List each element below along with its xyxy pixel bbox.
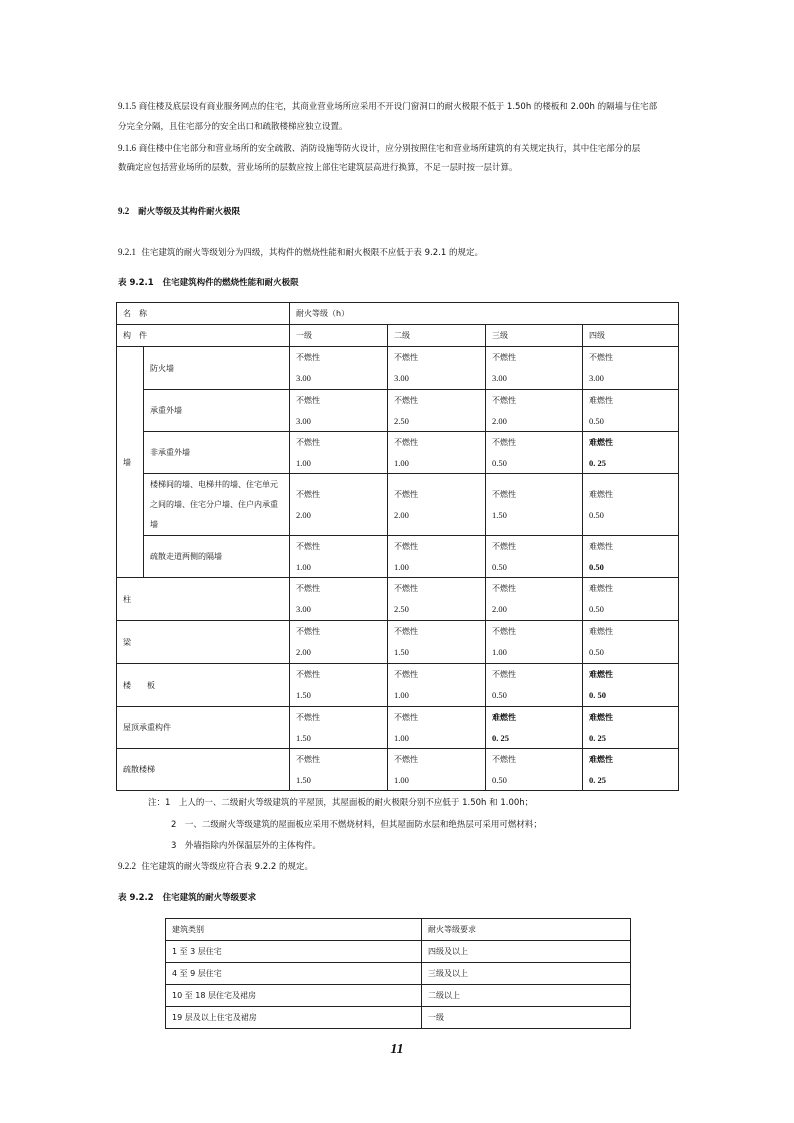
cell-material: 不燃性 bbox=[589, 353, 613, 362]
row-label: 楼 板 bbox=[117, 664, 290, 707]
table-subheader-row bbox=[117, 325, 679, 347]
grade-requirement: 四级及以上 bbox=[422, 941, 631, 963]
grade-3: 三级 bbox=[486, 325, 583, 347]
row-label: 疏散楼梯 bbox=[117, 749, 290, 791]
table-header-row bbox=[117, 303, 679, 325]
cell-hours: 3.00 bbox=[296, 604, 311, 614]
building-type: 10 至 18 层住宅及裙房 bbox=[166, 985, 422, 1007]
cell-material: 不燃性 bbox=[394, 627, 418, 636]
row-label: 疏散走道两侧的隔墙 bbox=[144, 536, 290, 578]
cell-material: 不燃性 bbox=[394, 670, 418, 679]
cell-hours: 2.00 bbox=[492, 604, 507, 614]
clause-9-1-5-line-1 bbox=[118, 100, 657, 113]
table-number: 表 9.2.1 bbox=[118, 278, 154, 288]
row-label: 防火墙 bbox=[144, 347, 290, 390]
cell-material: 难燃性 bbox=[589, 584, 613, 593]
cell-material: 不燃性 bbox=[492, 670, 516, 679]
cell-material: 难燃性 bbox=[589, 489, 613, 499]
section-title: 耐火等级及其构件耐火极限 bbox=[138, 207, 241, 217]
cell-material: 难燃性 bbox=[589, 670, 613, 679]
cell-material: 难燃性 bbox=[589, 395, 613, 405]
clause-9-1-6-line-1 bbox=[118, 142, 640, 155]
table-title: 住宅建筑的耐火等级要求 bbox=[162, 893, 257, 903]
cell-material: 难燃性 bbox=[589, 627, 613, 636]
fire-resistance-table bbox=[116, 302, 679, 791]
cell-material: 不燃性 bbox=[296, 489, 320, 499]
cell-hours: 0.50 bbox=[492, 561, 507, 572]
cell-hours: 0.50 bbox=[492, 457, 507, 468]
cell-material: 不燃性 bbox=[492, 541, 516, 551]
table-row bbox=[117, 621, 679, 664]
cell-hours: 1.00 bbox=[296, 561, 311, 572]
clause-text: 商住楼及底层设有商业服务网点的住宅，其商业营业场所应采用不开设门窗洞口的耐火极限不低于 1.50h 的楼板和 2.00h 的隔墙与住宅部 bbox=[138, 102, 658, 112]
fire-grade-requirement-table bbox=[165, 918, 631, 1029]
clause-number: 9.2.1 bbox=[118, 247, 136, 257]
cell-hours: 2.50 bbox=[394, 415, 409, 426]
grade-4: 四级 bbox=[583, 325, 679, 347]
note-1: 注：1 上人的一、二级耐火等级建筑的平屋顶，其屋面板的耐火极限分别不应低于 1.50h 和 1.00h； bbox=[148, 798, 534, 808]
cell-material: 不燃性 bbox=[492, 584, 516, 593]
cell-hours: 1.00 bbox=[296, 457, 311, 468]
cell-material: 不燃性 bbox=[296, 395, 320, 405]
cell-hours: 1.00 bbox=[394, 457, 409, 468]
cell-hours: 0. 50 bbox=[589, 690, 606, 700]
cell-material: 不燃性 bbox=[394, 489, 418, 499]
cell-hours: 1.50 bbox=[394, 647, 409, 657]
cell-material: 不燃性 bbox=[296, 353, 320, 362]
cell-material: 难燃性 bbox=[589, 437, 613, 447]
cell-material: 不燃性 bbox=[296, 670, 320, 679]
cell-material: 不燃性 bbox=[492, 395, 516, 405]
name-header: 名 称 bbox=[117, 303, 290, 325]
cell-hours: 0. 25 bbox=[589, 732, 606, 743]
table-row bbox=[117, 347, 679, 390]
cell-material: 难燃性 bbox=[589, 754, 613, 764]
clause-number: 9.2.2 bbox=[118, 861, 136, 871]
row-label: 非承重外墙 bbox=[144, 432, 290, 474]
table-row bbox=[117, 578, 679, 621]
row-label: 楼梯间的墙、电梯井的墙、住宅单元之间的墙、住宅分户墙、住户内承重墙 bbox=[144, 474, 290, 536]
cell-material: 不燃性 bbox=[492, 353, 516, 362]
table-row bbox=[117, 474, 679, 536]
table-row bbox=[117, 432, 679, 474]
note-3: 3 外墙指除内外保温层外的主体构件。 bbox=[171, 841, 321, 851]
table-row bbox=[117, 749, 679, 791]
cell-hours: 0.50 bbox=[589, 509, 604, 520]
grade-1: 一级 bbox=[290, 325, 388, 347]
clause-text: 商住楼中住宅部分和营业场所的安全疏散、消防设施等防火设计，应分别按照住宅和营业场所建筑的有关规定执行，其中住宅部分的层 bbox=[138, 144, 641, 154]
cell-hours: 1.50 bbox=[492, 509, 507, 520]
clause-text: 住宅建筑的耐火等级应符合表 9.2.2 的规定。 bbox=[141, 862, 313, 872]
cell-hours: 1.00 bbox=[394, 561, 409, 572]
header-grade-requirement: 耐火等级要求 bbox=[422, 919, 631, 941]
cell-hours: 1.50 bbox=[296, 774, 311, 785]
cell-hours: 3.00 bbox=[492, 373, 507, 383]
cell-material: 难燃性 bbox=[589, 541, 613, 551]
cell-hours: 2.00 bbox=[296, 509, 311, 520]
cell-hours: 0. 25 bbox=[492, 732, 509, 743]
table-9-2-1-caption bbox=[118, 277, 299, 289]
cell-material: 不燃性 bbox=[296, 437, 320, 447]
row-label: 承重外墙 bbox=[144, 390, 290, 432]
cell-material: 不燃性 bbox=[296, 584, 320, 593]
clause-number: 9.1.5 bbox=[118, 101, 136, 111]
cell-hours: 2.00 bbox=[394, 509, 409, 520]
cell-hours: 0. 25 bbox=[589, 774, 606, 785]
table-title: 住宅建筑构件的燃烧性能和耐火极限 bbox=[162, 278, 299, 288]
cell-hours: 1.00 bbox=[394, 732, 409, 743]
cell-hours: 1.00 bbox=[492, 647, 507, 657]
cell-hours: 0. 25 bbox=[589, 457, 606, 468]
cell-material: 不燃性 bbox=[394, 541, 418, 551]
cell-material: 不燃性 bbox=[296, 712, 320, 722]
cell-material: 难燃性 bbox=[492, 712, 516, 722]
cell-hours: 3.00 bbox=[296, 373, 311, 383]
clause-text: 住宅建筑的耐火等级划分为四级，其构件的燃烧性能和耐火极限不应低于表 9.2.1 的规定。 bbox=[141, 248, 483, 258]
cell-hours: 3.00 bbox=[394, 373, 409, 383]
cell-material: 不燃性 bbox=[394, 712, 418, 722]
cell-material: 不燃性 bbox=[296, 541, 320, 551]
cell-material: 不燃性 bbox=[394, 437, 418, 447]
clause-9-2-1 bbox=[118, 246, 483, 259]
table-number: 表 9.2.2 bbox=[118, 893, 154, 903]
cell-hours: 2.00 bbox=[492, 415, 507, 426]
grade-requirement: 三级及以上 bbox=[422, 963, 631, 985]
table-row bbox=[166, 1007, 631, 1029]
cell-hours: 3.00 bbox=[296, 415, 311, 426]
cell-hours: 0.50 bbox=[589, 561, 604, 572]
wall-group-label: 墙 bbox=[117, 347, 144, 578]
cell-hours: 1.50 bbox=[296, 690, 311, 700]
table-9-2-2-caption bbox=[118, 892, 256, 904]
cell-hours: 0.50 bbox=[492, 690, 507, 700]
grade-requirement: 二级以上 bbox=[422, 985, 631, 1007]
section-heading-9-2 bbox=[118, 205, 240, 218]
cell-material: 不燃性 bbox=[296, 627, 320, 636]
component-header: 构 件 bbox=[117, 325, 290, 347]
table-header-row bbox=[166, 919, 631, 941]
row-label: 屋顶承重构件 bbox=[117, 707, 290, 749]
clause-9-1-6-line-2: 数确定应包括营业场所的层数，营业场所的层数应按上部住宅建筑层高进行换算，不足一层时按一层计算。 bbox=[118, 163, 518, 173]
table-row bbox=[166, 941, 631, 963]
table-row bbox=[117, 707, 679, 749]
cell-hours: 1.50 bbox=[296, 732, 311, 743]
cell-material: 不燃性 bbox=[394, 395, 418, 405]
cell-material: 不燃性 bbox=[492, 627, 516, 636]
cell-material: 不燃性 bbox=[394, 584, 418, 593]
cell-material: 不燃性 bbox=[394, 353, 418, 362]
table-row bbox=[117, 536, 679, 578]
cell-material: 不燃性 bbox=[394, 754, 418, 764]
table-row bbox=[117, 664, 679, 707]
table-row bbox=[166, 985, 631, 1007]
cell-hours: 2.50 bbox=[394, 604, 409, 614]
building-type: 4 至 9 层住宅 bbox=[166, 963, 422, 985]
grade-2: 二级 bbox=[388, 325, 486, 347]
clause-number: 9.1.6 bbox=[118, 143, 136, 153]
clause-9-2-2 bbox=[118, 860, 313, 873]
row-label: 梁 bbox=[117, 621, 290, 664]
cell-material: 难燃性 bbox=[589, 712, 613, 722]
building-type: 1 至 3 层住宅 bbox=[166, 941, 422, 963]
grade-requirement: 一级 bbox=[422, 1007, 631, 1029]
row-label: 柱 bbox=[117, 578, 290, 621]
cell-hours: 2.00 bbox=[296, 647, 311, 657]
cell-hours: 1.00 bbox=[394, 774, 409, 785]
note-2: 2 一、二级耐火等级建筑的屋面板应采用不燃烧材料，但其屋面防水层和绝热层可采用可燃材料； bbox=[171, 820, 542, 830]
header-building-type: 建筑类别 bbox=[166, 919, 422, 941]
cell-material: 不燃性 bbox=[492, 489, 516, 499]
cell-material: 不燃性 bbox=[492, 437, 516, 447]
cell-hours: 0.50 bbox=[589, 647, 604, 657]
page-number: 11 bbox=[390, 1042, 404, 1057]
cell-hours: 0.50 bbox=[589, 604, 604, 614]
clause-9-1-5-line-2: 分完全分隔，且住宅部分的安全出口和疏散楼梯应独立设置。 bbox=[118, 122, 348, 132]
building-type: 19 层及以上住宅及裙房 bbox=[166, 1007, 422, 1029]
cell-hours: 0.50 bbox=[589, 415, 604, 426]
cell-material: 不燃性 bbox=[296, 754, 320, 764]
table-row bbox=[117, 390, 679, 432]
cell-material: 不燃性 bbox=[492, 754, 516, 764]
grade-header: 耐火等级（h） bbox=[290, 303, 679, 325]
cell-hours: 0.50 bbox=[492, 774, 507, 785]
section-number: 9.2 bbox=[118, 206, 130, 216]
cell-hours: 3.00 bbox=[589, 373, 604, 383]
cell-hours: 1.00 bbox=[394, 690, 409, 700]
table-row bbox=[166, 963, 631, 985]
